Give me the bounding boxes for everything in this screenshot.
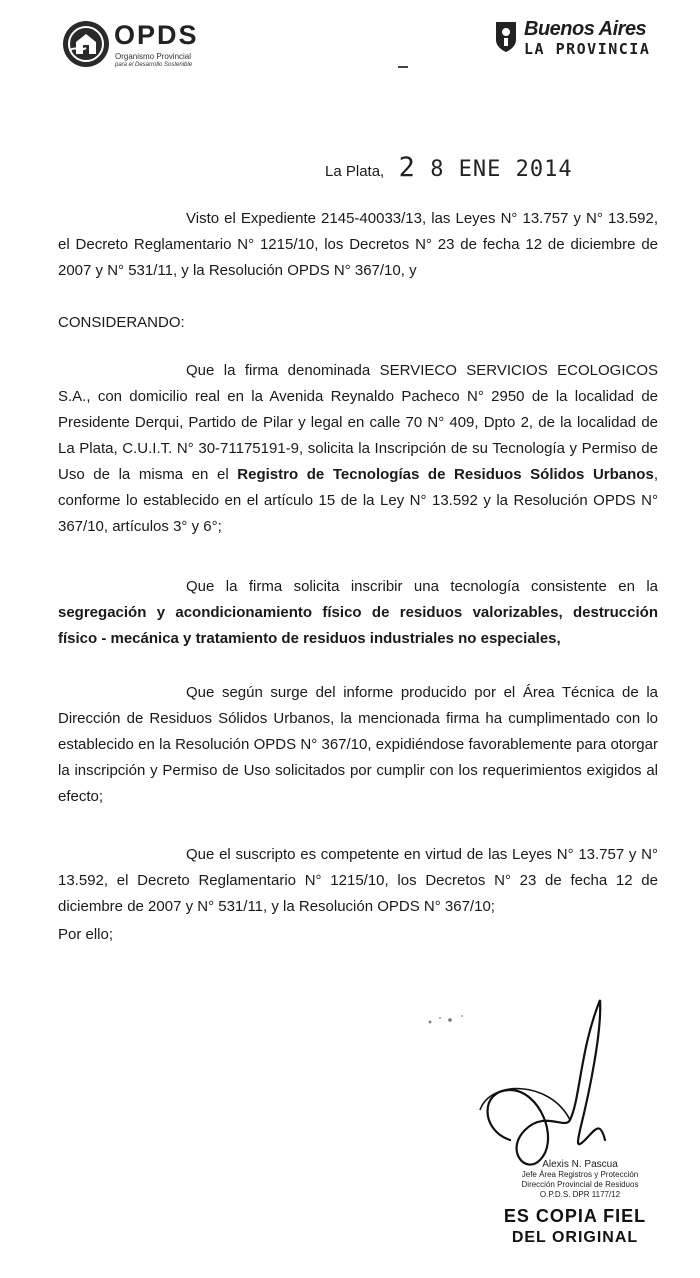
considerando-paragraph-2 <box>58 574 658 652</box>
considerando-paragraph-4: Que el suscripto es competente en virtud de las Leyes N° 13.757 y N° 13.592, el Decreto Reglamentario N° 1215/10, los Decretos N° 23 de fecha 12 de diciembre de 2007 y N° 531/11, y la Resolución OPDS N° 367/10; <box>58 846 658 915</box>
date-line <box>325 152 573 183</box>
province-label: LA PROVINCIA <box>524 40 651 58</box>
considerando-paragraph-1 <box>58 358 658 540</box>
opds-emblem-icon <box>62 20 110 68</box>
p1-text-a: Que la firma denominada SERVIECO SERVICIOS ECOLOGICOS S.A., con domicilio real en la Avenida Reynaldo Pacheco N° 2950 de la localidad de Presidente Derqui, Partido de Pilar y legal en calle 70 N° 409, Dpto 2, de la localidad de La Plata, C.U.I.T. N° 30-71175191-9, solicita la Inscripción de su Tecnología y Permiso de Uso de la misma en el <box>58 362 658 483</box>
opds-name: OPDS <box>114 20 199 50</box>
date-stamp <box>398 152 573 183</box>
stamp-name: Alexis N. Pascua <box>542 1159 618 1170</box>
buenos-aires-logo <box>494 16 664 62</box>
p1-bold: Registro de Tecnologías de Residuos Sólidos Urbanos <box>237 466 654 483</box>
date-place: La Plata, <box>325 163 385 180</box>
date-day: 2 <box>398 152 416 183</box>
stamp-line-3: O.P.D.S. DPR 1177/12 <box>539 1190 621 1199</box>
scan-mark <box>398 66 408 68</box>
p2-text-a: Que la firma solicita inscribir una tecnología consistente en la <box>186 578 658 595</box>
opds-subtitle-1: Organismo Provincial <box>115 52 192 61</box>
p1-text-b: , conforme lo establecido en el artículo 15 de la Ley N° 13.592 y la Resolución OPDS N° 367/10, artículos 3° y 6°; <box>58 466 658 535</box>
p2-bold: segregación y acondicionamiento físico de residuos valorizables, destrucción físico - mecánica y tratamiento de residuos industriales no especiales, <box>58 604 658 647</box>
date-rest: 8 ENE 2014 <box>430 157 573 182</box>
considerando-paragraph-3: Que según surge del informe producido por el Área Técnica de la Dirección de Residuos Sólidos Urbanos, la mencionada firma ha cumplimentado con lo establecido en la Resolución OPDS N° 367/10, expidiéndose favorablemente para otorgar la inscripción y Permiso de Uso solicitados por cumplir con los requerimientos exigidos al efecto; <box>58 684 658 805</box>
visto-paragraph: Visto el Expediente 2145-40033/13, las Leyes N° 13.757 y N° 13.592, el Decreto Reglamentario N° 1215/10, los Decretos N° 23 de fecha 12 de diciembre de 2007 y N° 531/11, y la Resolución OPDS N° 367/10, y <box>58 210 658 279</box>
opds-logo <box>62 20 212 80</box>
official-stamp <box>500 1160 660 1200</box>
opds-subtitle-2: para el Desarrollo Sostenible <box>115 62 193 68</box>
province-shield-icon <box>494 18 518 54</box>
stamp-line-1: Jefe Área Registros y Protección <box>521 1170 639 1179</box>
copia-fiel-stamp <box>500 1206 650 1247</box>
por-ello: Por ello; <box>58 926 114 943</box>
province-name: Buenos Aires <box>524 18 647 40</box>
stamp-line-2: Dirección Provincial de Residuos <box>521 1180 639 1189</box>
copia-line-2: DEL ORIGINAL <box>511 1229 639 1246</box>
considerando-heading: CONSIDERANDO: <box>58 314 185 331</box>
copia-line-1: ES COPIA FIEL <box>503 1206 647 1226</box>
